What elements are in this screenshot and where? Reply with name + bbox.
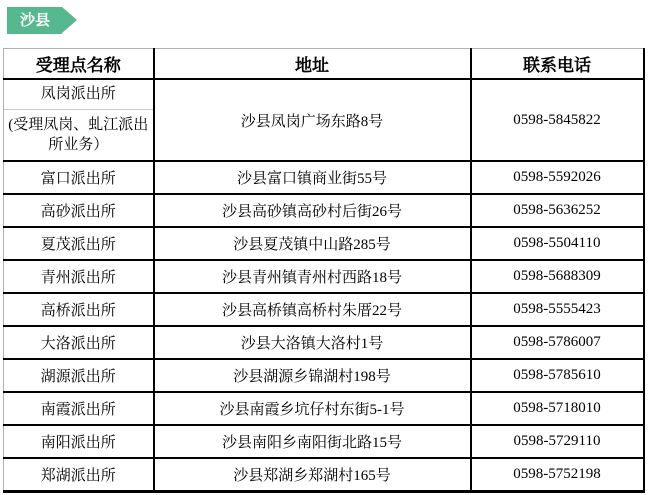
name-cell: 高桥派出所 [4,293,154,326]
region-tag [7,7,62,34]
phone-cell: 0598-5729110 [471,425,644,458]
table-header [4,49,644,80]
phone-cell: 0598-5636252 [471,194,644,227]
header-row [4,49,644,80]
phone-cell: 0598-5752198 [471,458,644,492]
phone-cell: 0598-5785610 [471,359,644,392]
table-row [4,359,644,392]
address-cell: 沙县高桥镇高桥村朱厝22号 [154,293,471,326]
table-row [4,260,644,293]
col-header-address: 地址 [154,49,471,80]
address-cell: 沙县富口镇商业街55号 [154,161,471,194]
col-header-phone: 联系电话 [471,49,644,80]
region-tag-arrow-icon [62,7,77,33]
name-cell: 夏茂派出所 [4,227,154,260]
address-cell: 沙县南阳乡南阳街北路15号 [154,425,471,458]
name-cell [4,79,154,161]
table-row [4,161,644,194]
phone-cell: 0598-5786007 [471,326,644,359]
table-body [4,79,644,492]
address-cell: 沙县高砂镇高砂村后街26号 [154,194,471,227]
address-cell: 沙县夏茂镇中山路285号 [154,227,471,260]
table-row [4,194,644,227]
name-cell: 南阳派出所 [4,425,154,458]
phone-cell: 0598-5688309 [471,260,644,293]
phone-cell: 0598-5718010 [471,392,644,425]
phone-cell: 0598-5592026 [471,161,644,194]
station-name: 凤岗派出所 [4,80,153,110]
address-cell: 沙县大洛镇大洛村1号 [154,326,471,359]
table-row [4,392,644,425]
region-tag-label: 沙县 [20,12,51,29]
table-row [4,79,644,161]
table-row [4,293,644,326]
phone-cell: 0598-5504110 [471,227,644,260]
address-cell: 沙县凤岗广场东路8号 [154,79,471,161]
col-header-name: 受理点名称 [4,49,154,80]
name-cell: 郑湖派出所 [4,458,154,492]
name-cell: 富口派出所 [4,161,154,194]
phone-cell: 0598-5555423 [471,293,644,326]
table-row [4,227,644,260]
name-cell: 青州派出所 [4,260,154,293]
address-cell: 沙县青州镇青州村西路18号 [154,260,471,293]
table-row [4,326,644,359]
name-cell: 大洛派出所 [4,326,154,359]
police-stations-table [3,48,645,493]
station-note: (受理凤岗、虬江派出所业务） [8,116,149,153]
name-cell: 南霞派出所 [4,392,154,425]
name-cell: 湖源派出所 [4,359,154,392]
name-cell: 高砂派出所 [4,194,154,227]
address-cell: 沙县郑湖乡郑湖村165号 [154,458,471,492]
table-row [4,425,644,458]
phone-cell: 0598-5845822 [471,79,644,161]
table-row [4,458,644,492]
address-cell: 沙县湖源乡锦湖村198号 [154,359,471,392]
address-cell: 沙县南霞乡坑仔村东街5-1号 [154,392,471,425]
